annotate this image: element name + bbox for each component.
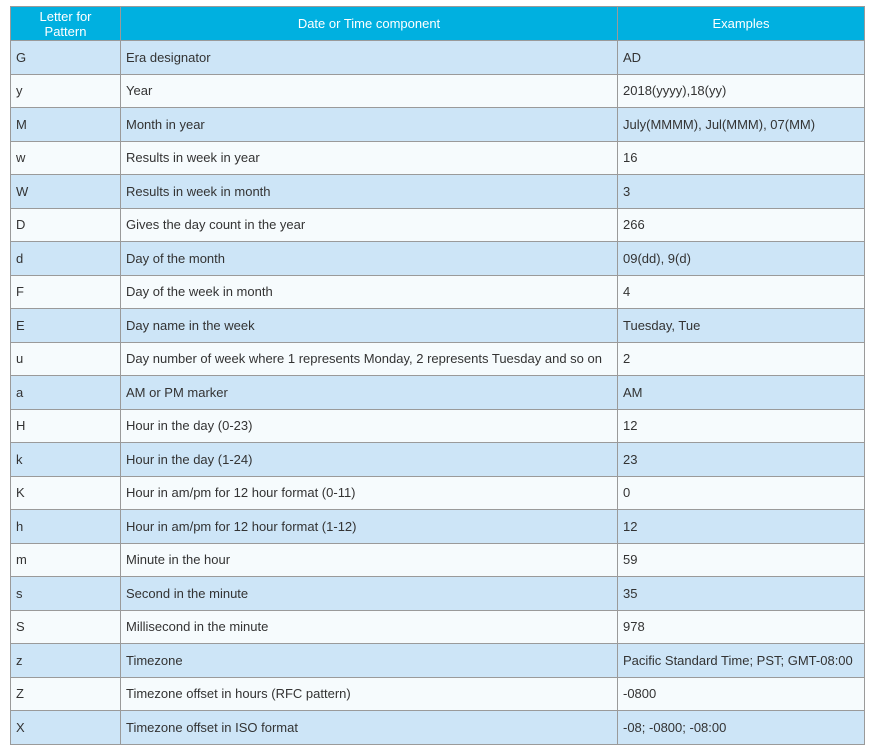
component-cell: Era designator bbox=[121, 41, 618, 75]
example-cell: AD bbox=[618, 41, 865, 75]
pattern-table-container bbox=[10, 6, 865, 745]
table-row bbox=[11, 141, 865, 175]
example-cell: 978 bbox=[618, 610, 865, 644]
pattern-letter-cell: D bbox=[11, 208, 121, 242]
table-row bbox=[11, 610, 865, 644]
component-cell: Day of the week in month bbox=[121, 275, 618, 309]
example-cell: Tuesday, Tue bbox=[618, 309, 865, 343]
component-cell: AM or PM marker bbox=[121, 376, 618, 410]
component-cell: Hour in the day (0-23) bbox=[121, 409, 618, 443]
table-row bbox=[11, 175, 865, 209]
table-row bbox=[11, 510, 865, 544]
example-cell: 16 bbox=[618, 141, 865, 175]
example-cell: 35 bbox=[618, 577, 865, 611]
component-cell: Second in the minute bbox=[121, 577, 618, 611]
component-cell: Timezone offset in ISO format bbox=[121, 711, 618, 745]
example-cell: July(MMMM), Jul(MMM), 07(MM) bbox=[618, 108, 865, 142]
example-cell: 09(dd), 9(d) bbox=[618, 242, 865, 276]
component-cell: Year bbox=[121, 74, 618, 108]
component-cell: Day name in the week bbox=[121, 309, 618, 343]
example-cell: 2 bbox=[618, 342, 865, 376]
pattern-letter-cell: u bbox=[11, 342, 121, 376]
example-cell: 4 bbox=[618, 275, 865, 309]
pattern-letter-cell: S bbox=[11, 610, 121, 644]
table-row bbox=[11, 476, 865, 510]
header-component: Date or Time component bbox=[121, 7, 618, 41]
table-row bbox=[11, 409, 865, 443]
component-cell: Hour in am/pm for 12 hour format (1-12) bbox=[121, 510, 618, 544]
example-cell: 266 bbox=[618, 208, 865, 242]
example-cell: 12 bbox=[618, 409, 865, 443]
component-cell: Minute in the hour bbox=[121, 543, 618, 577]
pattern-letter-cell: K bbox=[11, 476, 121, 510]
pattern-letter-cell: F bbox=[11, 275, 121, 309]
table-row bbox=[11, 41, 865, 75]
example-cell: 12 bbox=[618, 510, 865, 544]
table-row bbox=[11, 242, 865, 276]
table-row bbox=[11, 376, 865, 410]
table-row bbox=[11, 543, 865, 577]
example-cell: 2018(yyyy),18(yy) bbox=[618, 74, 865, 108]
component-cell: Results in week in month bbox=[121, 175, 618, 209]
pattern-letter-cell: s bbox=[11, 577, 121, 611]
table-row bbox=[11, 711, 865, 745]
component-cell: Gives the day count in the year bbox=[121, 208, 618, 242]
example-cell: 59 bbox=[618, 543, 865, 577]
pattern-letter-cell: z bbox=[11, 644, 121, 678]
example-cell: Pacific Standard Time; PST; GMT-08:00 bbox=[618, 644, 865, 678]
pattern-letter-cell: a bbox=[11, 376, 121, 410]
table-row bbox=[11, 443, 865, 477]
pattern-letter-cell: G bbox=[11, 41, 121, 75]
pattern-letter-cell: h bbox=[11, 510, 121, 544]
component-cell: Day of the month bbox=[121, 242, 618, 276]
table-row bbox=[11, 577, 865, 611]
pattern-letter-cell: d bbox=[11, 242, 121, 276]
pattern-letter-cell: m bbox=[11, 543, 121, 577]
table-row bbox=[11, 208, 865, 242]
pattern-letter-cell: Z bbox=[11, 677, 121, 711]
component-cell: Month in year bbox=[121, 108, 618, 142]
component-cell: Day number of week where 1 represents Monday, 2 represents Tuesday and so on bbox=[121, 342, 618, 376]
example-cell: 3 bbox=[618, 175, 865, 209]
example-cell: 0 bbox=[618, 476, 865, 510]
date-pattern-table bbox=[10, 6, 865, 745]
pattern-letter-cell: X bbox=[11, 711, 121, 745]
component-cell: Hour in am/pm for 12 hour format (0-11) bbox=[121, 476, 618, 510]
example-cell: 23 bbox=[618, 443, 865, 477]
table-body bbox=[11, 41, 865, 745]
component-cell: Hour in the day (1-24) bbox=[121, 443, 618, 477]
table-row bbox=[11, 275, 865, 309]
table-header bbox=[11, 7, 865, 41]
pattern-letter-cell: E bbox=[11, 309, 121, 343]
header-examples: Examples bbox=[618, 7, 865, 41]
pattern-letter-cell: W bbox=[11, 175, 121, 209]
pattern-letter-cell: w bbox=[11, 141, 121, 175]
component-cell: Millisecond in the minute bbox=[121, 610, 618, 644]
pattern-letter-cell: y bbox=[11, 74, 121, 108]
component-cell: Results in week in year bbox=[121, 141, 618, 175]
example-cell: AM bbox=[618, 376, 865, 410]
component-cell: Timezone bbox=[121, 644, 618, 678]
example-cell: -0800 bbox=[618, 677, 865, 711]
table-row bbox=[11, 108, 865, 142]
table-row bbox=[11, 74, 865, 108]
component-cell: Timezone offset in hours (RFC pattern) bbox=[121, 677, 618, 711]
table-row bbox=[11, 309, 865, 343]
header-letter: Letter for Pattern bbox=[11, 7, 121, 41]
pattern-letter-cell: H bbox=[11, 409, 121, 443]
table-row bbox=[11, 677, 865, 711]
table-row bbox=[11, 644, 865, 678]
pattern-letter-cell: M bbox=[11, 108, 121, 142]
header-row bbox=[11, 7, 865, 41]
example-cell: -08; -0800; -08:00 bbox=[618, 711, 865, 745]
table-row bbox=[11, 342, 865, 376]
pattern-letter-cell: k bbox=[11, 443, 121, 477]
